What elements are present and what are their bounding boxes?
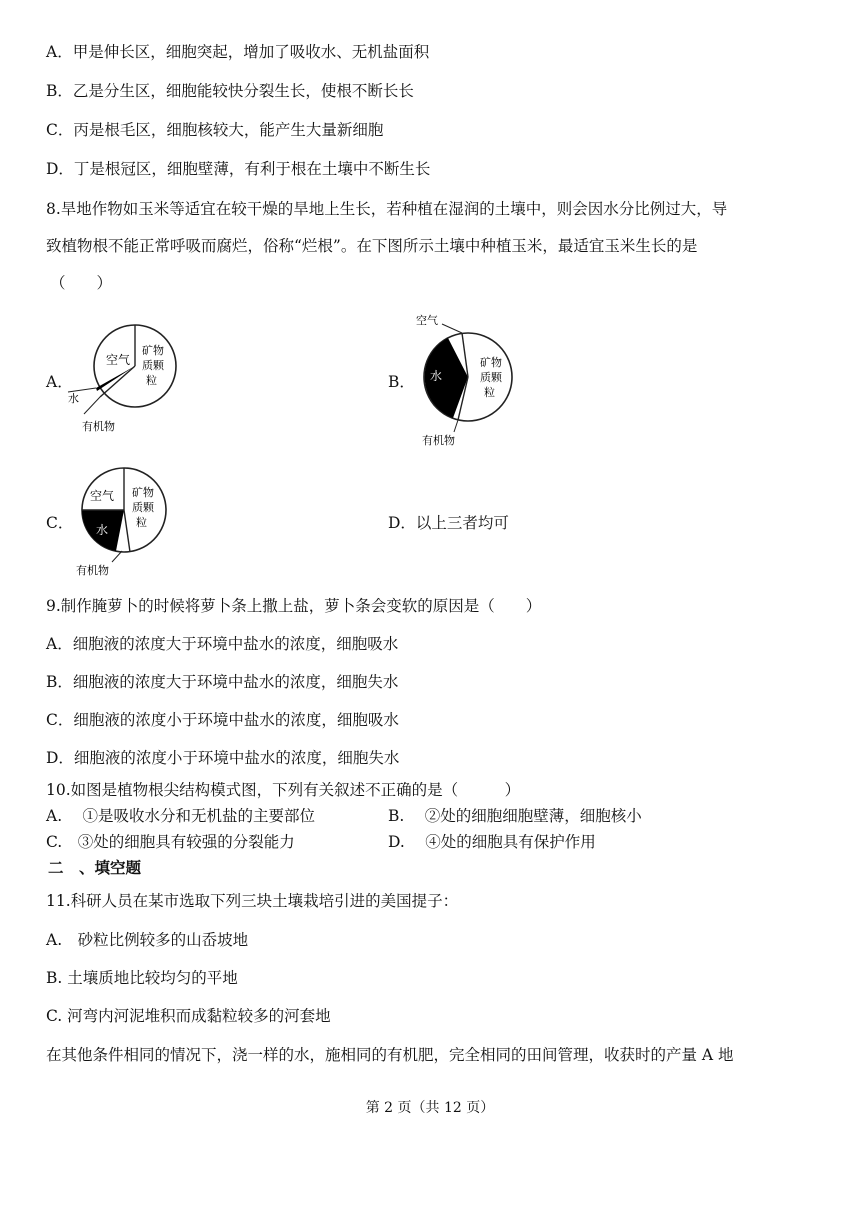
q11-stem: 11.科研人员在某市选取下列三块土壤栽培引进的美国提子： <box>46 892 459 910</box>
q9-stem: 9.制作腌萝卜的时候将萝卜条上撒上盐，萝卜条会变软的原因是（ ） <box>46 597 542 615</box>
soil-pie-a <box>60 318 190 436</box>
q11-tail: 在其他条件相同的情况下，浇一样的水，施相同的有机肥，完全相同的田间管理，收获时的产量 A 地 <box>46 1046 734 1064</box>
pie-b-organic-label: 有机物 <box>422 434 455 447</box>
pie-c-air-label: 空气 <box>90 489 115 503</box>
q9-option-c: C．细胞液的浓度小于环境中盐水的浓度，细胞吸水 <box>46 711 399 729</box>
pie-b-mineral-label-3: 粒 <box>484 386 495 399</box>
q10-option-a: A. ①是吸收水分和无机盐的主要部位 <box>46 807 316 825</box>
q11-option-a: A. 砂粒比例较多的山岙坡地 <box>46 931 249 949</box>
q8-stem-line3: （ ） <box>50 274 113 292</box>
q7-option-c: C．丙是根毛区，细胞核较大，能产生大量新细胞 <box>46 121 384 139</box>
q8-stem-line2: 致植物根不能正常呼吸而腐烂，俗称“烂根”。在下图所示土壤中种植玉米，最适宜玉米生长的是 <box>46 237 698 255</box>
q8-option-a-label: A． <box>46 373 73 391</box>
q8-option-c-label: C． <box>46 514 74 532</box>
q10-option-b: B. ②处的细胞细胞壁薄，细胞核小 <box>388 807 642 825</box>
soil-pie-c <box>72 460 192 578</box>
pie-b-air-label: 空气 <box>416 314 438 327</box>
pie-c-organic-label: 有机物 <box>76 564 109 577</box>
pie-a-water-label: 水 <box>68 392 79 405</box>
pie-b-mineral-label-1: 矿物 <box>480 356 502 369</box>
pie-c-mineral-label-3: 粒 <box>136 516 147 529</box>
pie-a-air-label: 空气 <box>106 353 131 367</box>
q7-option-d: D．丁是根冠区，细胞壁薄，有利于根在土壤中不断生长 <box>46 160 431 178</box>
q11-option-c: C. 河弯内河泥堆积而成黏粒较多的河套地 <box>46 1007 331 1025</box>
pie-a-organic-label: 有机物 <box>82 420 115 433</box>
q7-option-a: A．甲是伸长区，细胞突起，增加了吸收水、无机盐面积 <box>46 43 430 61</box>
pie-b-water-label: 水 <box>430 369 443 383</box>
q8-option-b-label: B． <box>388 373 415 391</box>
section-title-fill-in: 二 、填空题 <box>48 858 142 877</box>
pie-a-mineral-label-3: 粒 <box>146 374 157 387</box>
pie-c-mineral-label-2: 质颗 <box>132 501 154 514</box>
q8-stem-line1: 8.旱地作物如玉米等适宜在较干燥的旱地上生长，若种植在湿润的土壤中，则会因水分比例过大，导 <box>46 200 728 218</box>
pie-b-mineral-label-2: 质颗 <box>480 371 502 384</box>
q10-option-c: C. ③处的细胞具有较强的分裂能力 <box>46 833 295 851</box>
pie-a-mineral-label-2: 质颗 <box>142 359 164 372</box>
q9-option-d: D．细胞液的浓度小于环境中盐水的浓度，细胞失水 <box>46 749 400 767</box>
pie-c-water-label: 水 <box>96 523 109 537</box>
q10-stem: 10.如图是植物根尖结构模式图，下列有关叙述不正确的是（ ） <box>46 781 521 799</box>
pie-c-mineral-label-1: 矿物 <box>132 486 154 499</box>
q10-option-d: D. ④处的细胞具有保护作用 <box>388 833 596 851</box>
q8-option-d: D．以上三者均可 <box>388 514 509 532</box>
q11-option-b: B. 土壤质地比较均匀的平地 <box>46 969 238 987</box>
q9-option-b: B．细胞液的浓度大于环境中盐水的浓度，细胞失水 <box>46 673 399 691</box>
pie-a-mineral-label-1: 矿物 <box>142 344 164 357</box>
soil-pie-b <box>408 310 538 450</box>
q7-option-b: B．乙是分生区，细胞能较快分裂生长，使根不断长长 <box>46 82 414 100</box>
page-number: 第 2 页（共 12 页） <box>365 1100 495 1116</box>
q9-option-a: A．细胞液的浓度大于环境中盐水的浓度，细胞吸水 <box>46 635 399 653</box>
